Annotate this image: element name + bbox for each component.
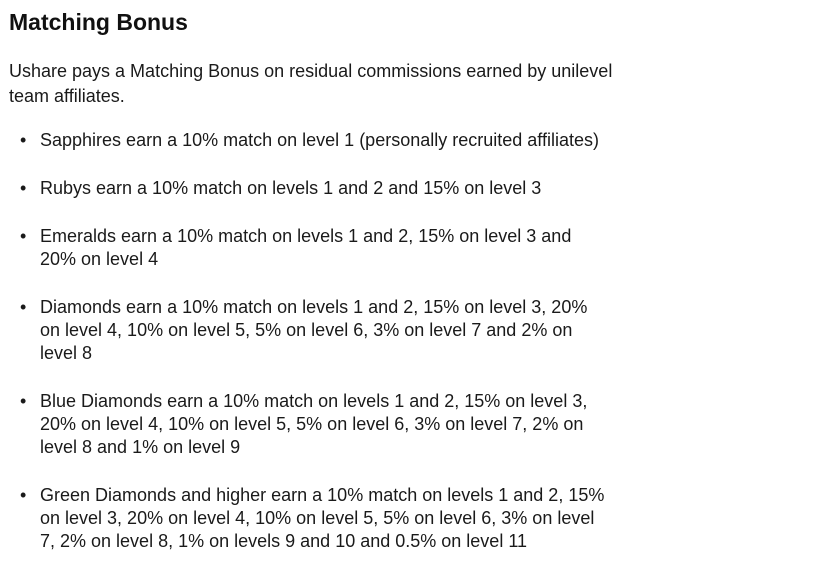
bullet-icon: • (20, 297, 27, 317)
list-item-blue-diamonds (9, 390, 669, 459)
bullet-icon: • (20, 130, 27, 150)
list-item-text: Sapphires earn a 10% match on level 1 (personally recruited affiliates) (40, 130, 599, 150)
list-item-text: Diamonds earn a 10% match on levels 1 and 2, 15% on level 3, 20% on level 4, 10% on level 5, 5% on level 6, 3% on level 7 and 2% on level 8 (40, 297, 588, 363)
bullet-icon: • (20, 178, 27, 198)
bullet-icon: • (20, 226, 27, 246)
list-item-text: Green Diamonds and higher earn a 10% match on levels 1 and 2, 15% on level 3, 20% on level 4, 10% on level 5, 5% on level 6, 3% on level 7, 2% on level 8, 1% on levels 9 and 10 and 0.5% on level 11 (40, 485, 605, 551)
list-item-text: Emeralds earn a 10% match on levels 1 and 2, 15% on level 3 and 20% on level 4 (40, 226, 572, 269)
bullet-icon: • (20, 485, 27, 505)
rank-match-list (9, 129, 820, 553)
intro-paragraph: Ushare pays a Matching Bonus on residual commissions earned by unilevel team affiliates. (9, 61, 613, 106)
page-title: Matching Bonus (9, 9, 188, 35)
bullet-icon: • (20, 391, 27, 411)
list-item-diamonds (9, 296, 669, 365)
list-item-rubys (9, 177, 669, 200)
list-item-text: Blue Diamonds earn a 10% match on levels 1 and 2, 15% on level 3, 20% on level 4, 10% on level 5, 5% on level 6, 3% on level 7, 2% on level 8 and 1% on level 9 (40, 391, 588, 457)
list-item-text: Rubys earn a 10% match on levels 1 and 2 and 15% on level 3 (40, 178, 542, 198)
list-item-sapphires (9, 129, 669, 152)
list-item-emeralds (9, 225, 669, 271)
list-item-green-diamonds (9, 484, 669, 553)
